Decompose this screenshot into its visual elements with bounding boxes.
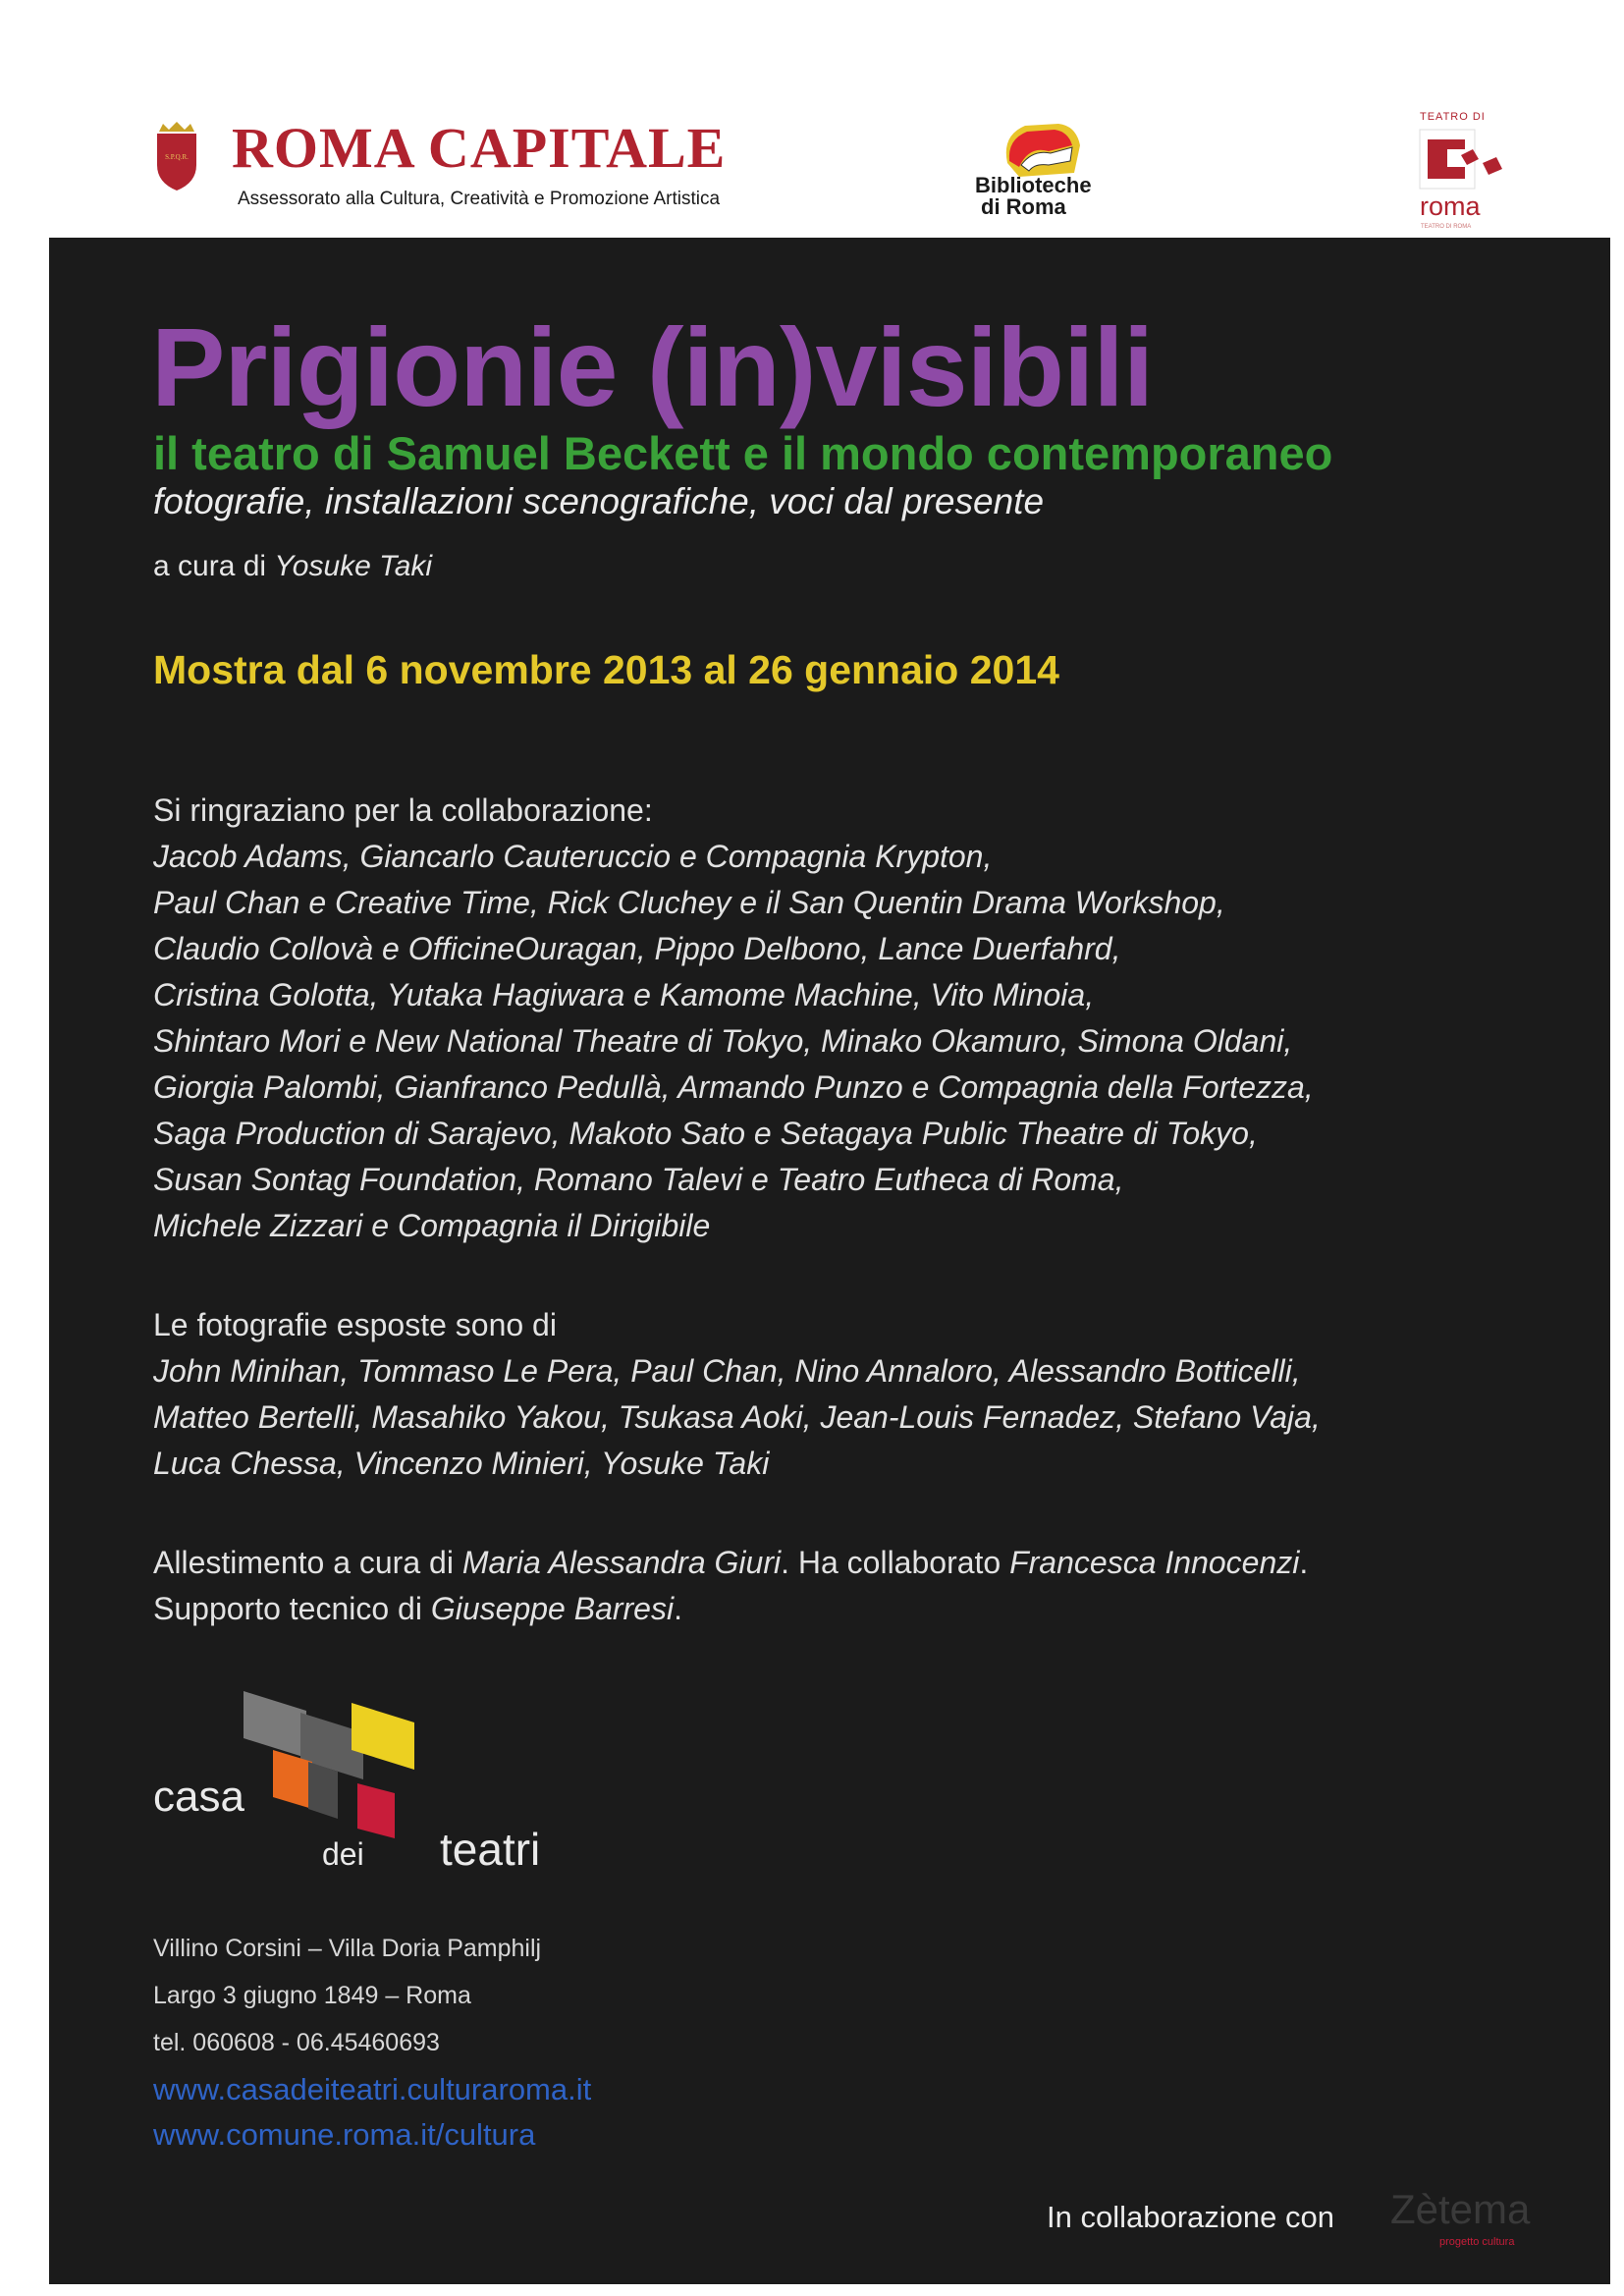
exhibition-dates: Mostra dal 6 novembre 2013 al 26 gennaio 2014 <box>153 647 1059 692</box>
roma-capitale-title: ROMA CAPITALE <box>232 116 727 180</box>
photographers-line: John Minihan, Tommaso Le Pera, Paul Chan, Nino Annaloro, Alessandro Botticelli, <box>153 1353 1301 1389</box>
thanks-intro: Si ringraziano per la collaborazione: <box>153 793 653 828</box>
teatro-di-roma-name: roma <box>1420 191 1481 221</box>
thanks-line: Paul Chan e Creative Time, Rick Cluchey e il San Quentin Drama Workshop, <box>153 885 1225 920</box>
credit-text: . <box>674 1591 682 1626</box>
casa-word: casa <box>153 1773 244 1821</box>
credit-text: . Ha collaborato <box>781 1545 1010 1580</box>
credit-name: Maria Alessandra Giuri <box>461 1545 782 1580</box>
credit-name: Giuseppe Barresi <box>430 1591 675 1626</box>
credit-text: Supporto tecnico di <box>153 1591 431 1626</box>
thanks-line: Michele Zizzari e Compagnia il Dirigibile <box>153 1208 711 1243</box>
exhibition-title: Prigionie (in)visibili <box>151 305 1154 429</box>
photographers-intro: Le fotografie esposte sono di <box>153 1307 557 1342</box>
exhibition-subtitle: il teatro di Samuel Beckett e il mondo contemporaneo <box>153 427 1333 479</box>
thanks-line: Susan Sontag Foundation, Romano Talevi e Teatro Eutheca di Roma, <box>153 1162 1124 1197</box>
dei-word: dei <box>322 1836 364 1872</box>
credit-text: . <box>1299 1545 1309 1580</box>
zetema-name: Zètema <box>1390 2186 1531 2232</box>
credit-name: Francesca Innocenzi <box>1009 1545 1300 1580</box>
biblioteche-line2: di Roma <box>981 194 1066 219</box>
teatri-word: teatri <box>440 1824 541 1875</box>
photographers-list <box>153 1348 1321 1487</box>
photographers-line: Matteo Bertelli, Masahiko Yakou, Tsukasa Aoki, Jean-Louis Fernadez, Stefano Vaja, <box>153 1399 1321 1435</box>
comune-roma-cultura-link[interactable]: www.comune.roma.it/cultura <box>153 2117 536 2152</box>
collaboration-label: In collaborazione con <box>1047 2200 1334 2234</box>
roma-capitale-shield-icon <box>155 122 198 191</box>
shield-text: S.P.Q.R. <box>165 153 189 161</box>
zetema-tag: progetto cultura <box>1439 2236 1515 2248</box>
credits <box>153 1540 1308 1632</box>
thanks-line: Claudio Collovà e OfficineOuragan, Pippo Delbono, Lance Duerfahrd, <box>153 931 1121 966</box>
credit-text: Allestimento a cura di <box>153 1545 462 1580</box>
casadeiteatri-link[interactable]: www.casadeiteatri.culturaroma.it <box>153 2072 592 2106</box>
curator-prefix: a cura di <box>153 550 275 582</box>
biblioteche-line1: Biblioteche <box>975 173 1092 197</box>
thanks-line: Saga Production di Sarajevo, Makoto Sato e Setagaya Public Theatre di Tokyo, <box>153 1116 1258 1151</box>
thanks-line: Cristina Golotta, Yutaka Hagiwara e Kamome Machine, Vito Minoia, <box>153 977 1095 1012</box>
zetema-logo-icon <box>1384 2184 1561 2263</box>
curator-line <box>153 552 432 581</box>
tech-credit-line <box>153 1586 1308 1632</box>
address-line: Villino Corsini – Villa Doria Pamphilj <box>153 1935 542 1962</box>
photographers-line: Luca Chessa, Vincenzo Minieri, Yosuke Taki <box>153 1446 770 1481</box>
teatro-di-roma-small-label: TEATRO DI <box>1420 111 1486 123</box>
address-line: Largo 3 giugno 1849 – Roma <box>153 1982 471 2009</box>
teatro-di-roma-logo-icon <box>1414 128 1522 198</box>
curator-name: Yosuke Taki <box>274 550 433 582</box>
exhibition-tagline: fotografie, installazioni scenografiche, voci dal presente <box>153 481 1045 521</box>
staging-credit-line <box>153 1540 1308 1586</box>
teatro-di-roma-tag: TEATRO DI ROMA <box>1421 224 1472 230</box>
thanks-line: Shintaro Mori e New National Theatre di Tokyo, Minako Okamuro, Simona Oldani, <box>153 1023 1293 1059</box>
biblioteche-label <box>975 175 1092 218</box>
phone-line: tel. 060608 - 06.45460693 <box>153 2029 440 2056</box>
thanks-line: Jacob Adams, Giancarlo Cauteruccio e Compagnia Krypton, <box>153 839 993 874</box>
thanks-line: Giorgia Palombi, Gianfranco Pedullà, Armando Punzo e Compagnia della Fortezza, <box>153 1069 1314 1105</box>
exhibition-poster <box>49 238 1610 2284</box>
roma-capitale-subtitle: Assessorato alla Cultura, Creatività e Promozione Artistica <box>238 189 721 209</box>
thanks-list <box>153 834 1314 1249</box>
